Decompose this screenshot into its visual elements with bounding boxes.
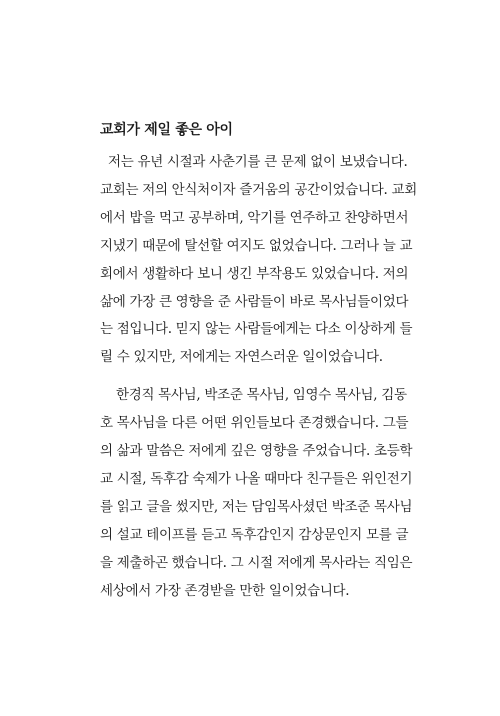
text-line: 호 목사님을 다른 어떤 위인들보다 존경했습니다. 그들 [100,415,409,432]
page-content [100,120,417,606]
text-line: 에서 밥을 먹고 공부하며, 악기를 연주하고 찬양하면서 [100,209,409,226]
text-line: 를 읽고 글을 썼지만, 저는 담임목사셨던 박조준 목사님 [100,498,413,515]
text-line: 저는 유년 시절과 사춘기를 큰 문제 없이 보냈습니다. [100,154,408,170]
paragraph-1 [100,149,417,372]
text-line: 을 제출하곤 했습니다. 그 시절 저에게 목사라는 직임은 [100,554,413,571]
text-line: 의 삶과 말씀은 저에게 깊은 영향을 주었습니다. 초등학 [100,443,413,460]
text-line: 교회는 저의 안식처이자 즐거움의 공간이었습니다. 교회 [100,181,417,198]
text-line: 삶에 가장 큰 영향을 준 사람들이 바로 목사님들이었다 [100,293,409,310]
paragraph-2 [100,382,417,605]
text-line: 의 설교 테이프를 듣고 독후감인지 감상문인지 모를 글 [100,526,409,543]
text-line: 는 점입니다. 믿지 않는 사람들에게는 다소 이상하게 들 [100,321,413,338]
text-line: 회에서 생활하다 보니 생긴 부작용도 있었습니다. 저의 [100,265,409,282]
text-line: 교 시절, 독후감 숙제가 나올 때마다 친구들은 위인전기 [100,470,413,487]
text-line: 세상에서 가장 존경받을 만한 일이었습니다. [100,582,350,599]
text-line: 한경직 목사님, 박조준 목사님, 임영수 목사님, 김동 [100,387,407,404]
section-heading: 교회가 제일 좋은 아이 [100,122,233,138]
text-line: 릴 수 있지만, 저에게는 자연스러운 일이었습니다. [100,349,383,366]
paragraph-gap [100,372,417,382]
text-line: 지냈기 때문에 탈선할 여지도 없었습니다. 그러나 늘 교 [100,237,413,254]
